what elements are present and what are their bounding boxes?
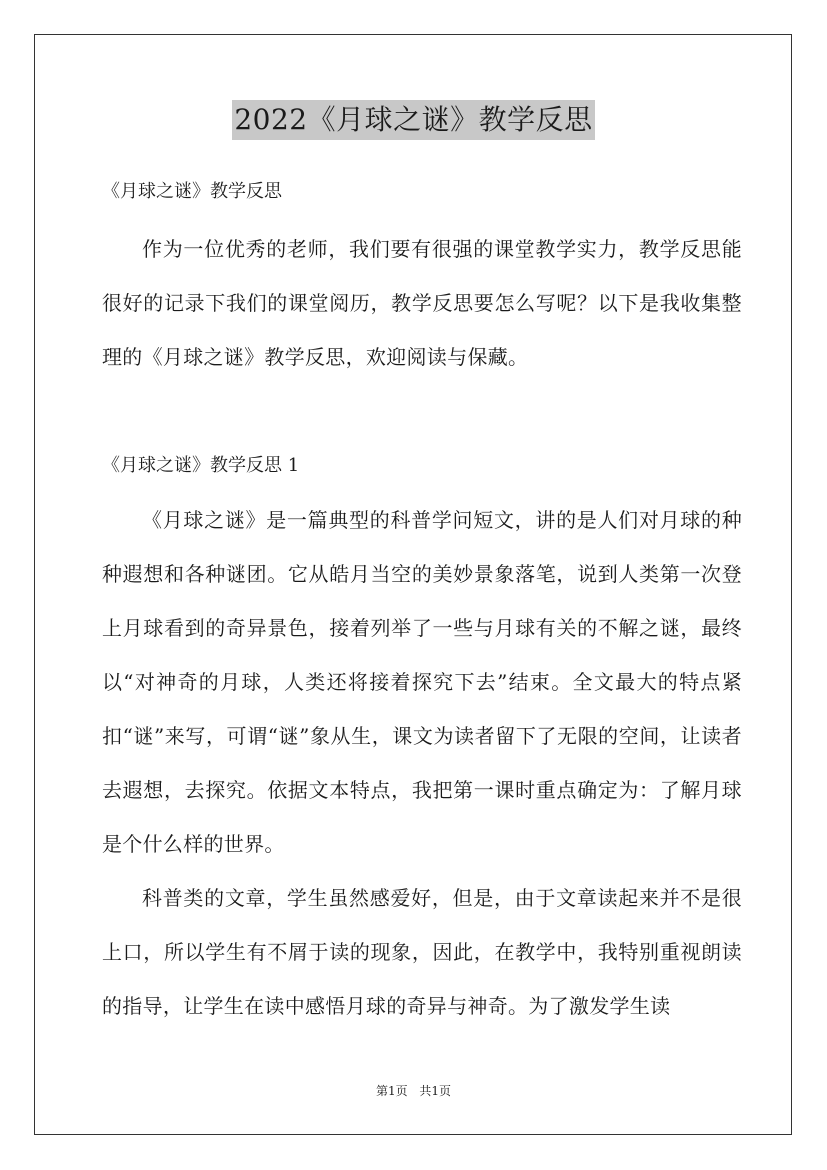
page-total: 共1页 — [419, 1084, 452, 1098]
page-number: 第1页 — [375, 1084, 408, 1098]
page-footer — [0, 1082, 827, 1100]
title-container — [0, 100, 827, 140]
intro-paragraph: 作为一位优秀的老师，我们要有很强的课堂教学实力，教学反思能很好的记录下我们的课堂阅历，教学反思要怎么写呢？以下是我收集整理的《月球之谜》教学反思，欢迎阅读与保藏。 — [102, 237, 742, 369]
document-subtitle: 《月球之谜》教学反思 — [102, 181, 282, 202]
body-paragraph-1: 《月球之谜》是一篇典型的科普学问短文，讲的是人们对月球的种种遐想和各种谜团。它从皓月当空的美妙景象落笔，说到人类第一次登上月球看到的奇异景色，接着列举了一些与月球有关的不解之谜，最终以“对神奇的月球，人类还将接着探究下去”结束。全文最大的特点紧扣“谜”来写，可谓“谜”象从生，课文为读者留下了无限的空间，让读者去遐想，去探究。依据文本特点，我把第一课时重点确定为：了解月球是个什么样的世界。 — [102, 508, 742, 856]
document-title: 2022《月球之谜》教学反思 — [232, 100, 594, 140]
section-heading: 《月球之谜》教学反思 1 — [102, 455, 300, 476]
body-paragraph-2: 科普类的文章，学生虽然感爱好，但是，由于文章读起来并不是很上口，所以学生有不屑于读的现象，因此，在教学中，我特别重视朗读的指导，让学生在读中感悟月球的奇异与神奇。为了激发学生读 — [102, 886, 742, 1018]
